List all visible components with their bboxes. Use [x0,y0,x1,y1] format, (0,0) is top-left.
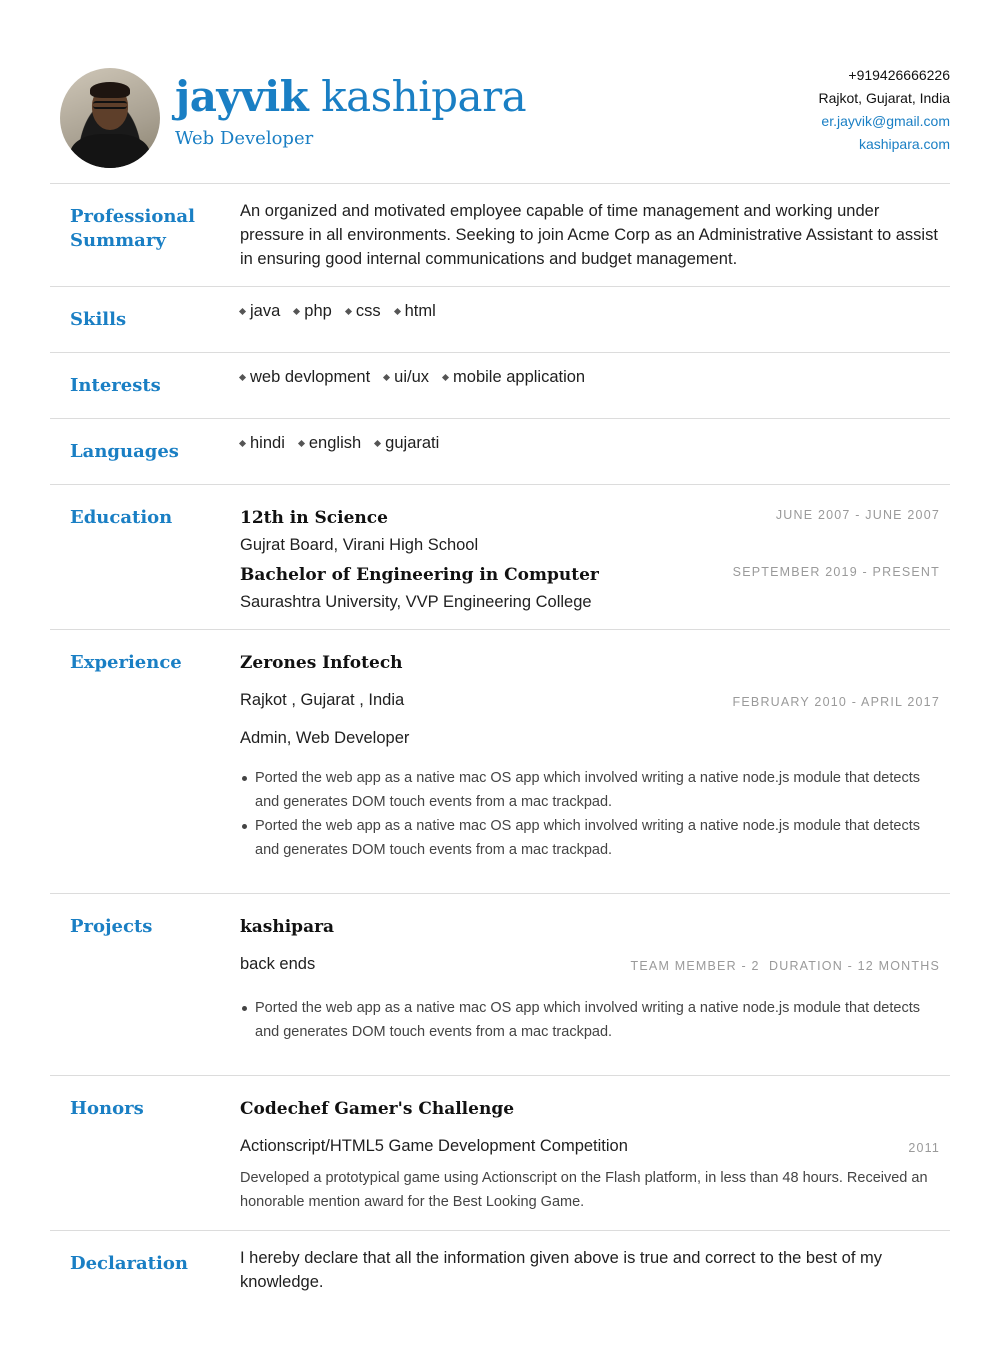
interest-tag [240,368,370,387]
diamond-bullet-icon [239,440,246,447]
projects-heading: Projects [70,916,153,937]
education-date: SEPTEMBER 2019 - PRESENT [732,565,940,579]
diamond-bullet-icon [383,374,390,381]
project-bullet: Ported the web app as a native mac OS app which involved writing a native node.js module that detects and generates DOM touch events from a mac trackpad. [240,996,940,1044]
language-label: hindi [250,434,285,452]
skills-list [240,302,940,321]
photo-body-shape [70,134,150,168]
project-name: kashipara [240,917,335,937]
interest-label: mobile application [453,368,586,386]
diamond-bullet-icon [394,308,401,315]
skills-heading: Skills [70,309,127,330]
photo-hair-shape [90,82,130,98]
languages-section [50,419,950,485]
honor-description: Developed a prototypical game using Actionscript on the Flash platform, in less than 48 hours. Received an honorable mention award for the Best Looking Game. [240,1170,928,1210]
email-link[interactable]: er.jayvik@gmail.com [821,113,950,129]
diamond-bullet-icon [374,440,381,447]
summary-heading: Professional Summary [70,206,195,251]
summary-section [50,184,950,287]
full-name [175,70,526,124]
experience-section [50,630,950,894]
address: Rajkot, Gujarat, India [818,90,950,106]
honor-sub: Actionscript/HTML5 Game Development Competition [240,1137,628,1155]
phone-number: +919426666226 [848,67,950,83]
diamond-bullet-icon [293,308,300,315]
languages-heading: Languages [70,441,179,462]
declaration-section [50,1231,950,1321]
skill-label: php [304,302,332,320]
diamond-bullet-icon [239,374,246,381]
experience-date: FEBRUARY 2010 - APRIL 2017 [732,695,940,709]
profile-photo [60,68,160,168]
experience-bullet: Ported the web app as a native mac OS app which involved writing a native node.js module that detects and generates DOM touch events from a mac trackpad. [240,814,940,862]
diamond-bullet-icon [442,374,449,381]
diamond-bullet-icon [298,440,305,447]
interest-label: web devlopment [250,368,371,386]
skill-tag [395,302,436,321]
project-meta: TEAM MEMBER - 2 DURATION - 12 MONTHS [630,959,940,973]
interest-tag [384,368,429,387]
projects-section [50,894,950,1076]
skill-tag [240,302,280,321]
interest-tag [443,368,585,387]
skill-label: css [355,302,381,320]
language-tag [299,434,361,453]
skill-tag [346,302,381,321]
experience-bullets [240,766,940,862]
project-sub: back ends [240,955,316,973]
first-name: jayvik [175,72,309,121]
experience-heading: Experience [70,652,182,673]
contact-info [818,64,950,156]
diamond-bullet-icon [345,308,352,315]
photo-glasses-shape [93,101,127,109]
skill-label: html [404,302,436,320]
education-school: Saurashtra University, VVP Engineering College [240,593,592,611]
education-school: Gujrat Board, Virani High School [240,536,479,554]
language-tag [375,434,439,453]
experience-location: Rajkot , Gujarat , India [240,691,405,709]
diamond-bullet-icon [239,308,246,315]
education-section [50,485,950,630]
language-label: gujarati [385,434,440,452]
education-degree: Bachelor of Engineering in Computer [240,565,599,585]
interests-heading: Interests [70,375,161,396]
education-heading: Education [70,507,173,528]
declaration-text: I hereby declare that all the information given above is true and correct to the best of my knowledge. [240,1249,883,1291]
declaration-heading: Declaration [70,1253,188,1274]
experience-company: Zerones Infotech [240,653,403,673]
summary-text: An organized and motivated employee capable of time management and working under pressure in all environments. Seeking to join Acme Corp as an Administrative Assistant to assist in ensuring good internal communications and budget management. [240,202,938,268]
skill-tag [294,302,332,321]
honor-year: 2011 [908,1141,940,1155]
interest-label: ui/ux [394,368,430,386]
honor-name: Codechef Gamer's Challenge [240,1099,515,1119]
resume-header [50,0,950,184]
education-degree: 12th in Science [240,508,388,528]
languages-list [240,434,940,453]
experience-bullet: Ported the web app as a native mac OS app which involved writing a native node.js module that detects and generates DOM touch events from a mac trackpad. [240,766,940,814]
language-tag [240,434,285,453]
skill-label: java [250,302,281,320]
honors-heading: Honors [70,1098,144,1119]
job-title: Web Developer [175,128,314,149]
skills-section [50,287,950,353]
honors-section [50,1076,950,1231]
education-date: JUNE 2007 - JUNE 2007 [775,508,940,522]
language-label: english [308,434,362,452]
website-link[interactable]: kashipara.com [858,136,950,152]
interests-section [50,353,950,419]
project-bullets [240,996,940,1044]
last-name: kashipara [321,72,527,121]
experience-role: Admin, Web Developer [240,729,410,747]
interests-list [240,368,940,387]
